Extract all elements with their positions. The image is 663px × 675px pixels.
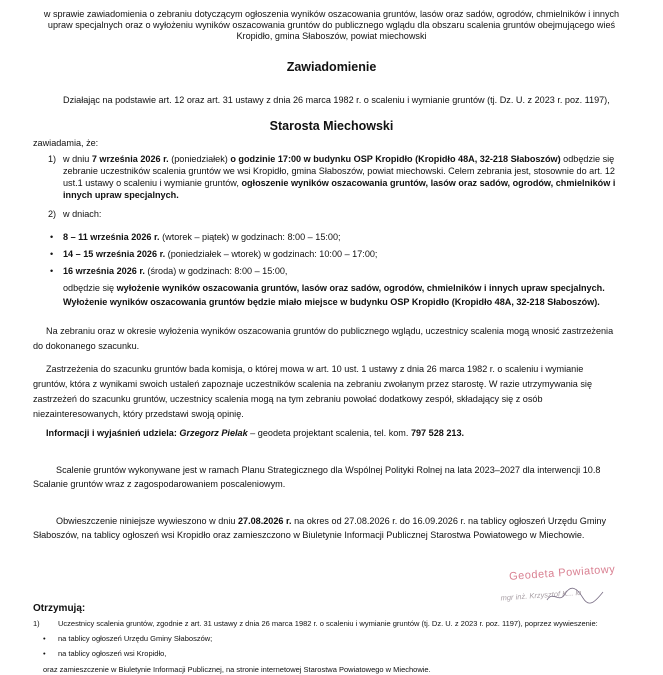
header-line-1: w sprawie zawiadomienia o zebraniu dotyczącym ogłoszenia wyników oszacowania gruntów, lasów oraz sadów, ogrodów, chmielników i innych <box>43 9 620 19</box>
signature-scribble <box>545 586 605 606</box>
document-title: Zawiadomienie <box>286 60 377 74</box>
recipients-bip: oraz zamieszczenie w Biuletynie Informacji Publicznej, na stronie internetowej Starostwa Powiatowego w Miechowie. <box>43 665 431 674</box>
stamp-name: mgr inż. Krzysztof K... lo <box>500 587 582 603</box>
contact-info <box>46 428 464 439</box>
contact-info-label: Informacji i wyjaśnień udziela: <box>46 428 180 438</box>
recipients-board-gmina: na tablicy ogłoszeń Urzędu Gminy Słaboszów; <box>58 634 213 643</box>
objections-line-1: Na zebraniu oraz w okresie wyłożenia wyników oszacowania gruntów do publicznego wglądu, uczestnicy scalenia mogą wnosić zastrzeżenia <box>46 326 614 336</box>
recipients-item-1: Uczestnicy scalenia gruntów, zgodnie z art. 31 ustawy z dnia 26 marca 1982 r. o scaleniu i wymianie gruntów (tj. Dz. U. z 2023 r. poz. 1197), poprzez wywieszenie: <box>58 619 598 628</box>
item-1-text-a: w dniu <box>63 154 92 164</box>
legal-basis: Działając na podstawie art. 12 oraz art. 31 ustawy z dnia 26 marca 1982 r. o scaleniu i wymianie gruntów (tj. Dz. U. z 2023 r. poz. 1197), <box>63 95 610 105</box>
commission-line-3: zastrzeżeń do szacunku gruntów, uczestnicy scalenia mogą na tym zebraniu powołać dodatkowy zespół, składający się z osób <box>33 394 543 404</box>
objections-line-2: do dokonanego szacunku. <box>33 341 140 351</box>
header-line-2: upraw specjalnych oraz o wyłożeniu wyników oszacowania gruntów do publicznego wglądu dla obszaru scalenia gruntów obejmującego wieś <box>47 20 616 30</box>
commission-line-1: Zastrzeżenia do szacunku gruntów bada komisja, o której mowa w art. 10 ust. 1 ustawy z dnia 26 marca 1982 r. o scaleniu i wymianie <box>46 364 584 374</box>
recipients-bullet-2: • <box>43 649 46 658</box>
display-text-b: wyłożenie wyników oszacowania gruntów, lasów oraz sadów, ogrodów, chmielników i innych upraw specjalnych. <box>116 283 605 293</box>
date-range-3 <box>63 266 287 277</box>
recipients-item-number: 1) <box>33 619 40 628</box>
notifies-text: zawiadamia, że: <box>33 138 99 148</box>
item-2-label: w dniach: <box>63 209 102 219</box>
contact-person: Grzegorz Pielak <box>179 428 248 438</box>
bullet-2: • <box>50 249 54 259</box>
recipients-bullet-1: • <box>43 634 46 643</box>
item-1-line-4: innych upraw specjalnych. <box>63 190 179 200</box>
item-2-number: 2) <box>48 209 57 219</box>
bullet-1: • <box>50 232 54 242</box>
date-range-3-hours: (środa) w godzinach: 8:00 – 15:00, <box>144 266 288 276</box>
recipients-title: Otrzymują: <box>33 603 86 614</box>
contact-phone: 797 528 213. <box>410 428 465 438</box>
item-1-line-1 <box>63 154 614 165</box>
date-range-1 <box>63 232 341 243</box>
item-1-text-e: odbędzie się <box>560 154 615 164</box>
date-range-2 <box>63 249 377 260</box>
date-range-3-dates: 16 września 2026 r. <box>63 266 145 276</box>
display-announcement <box>63 283 605 294</box>
item-1-line-3-a: ust.1 ustawy o scaleniu i wymianie gruntów, <box>63 178 242 188</box>
authority-name: Starosta Miechowski <box>269 119 394 133</box>
posting-text-c: na okres od 27.08.2026 r. do 16.09.2026 r. na tablicy ogłoszeń Urzędu Gminy <box>291 516 607 526</box>
item-1-date: 7 września 2026 r. <box>91 154 169 164</box>
header-line-3: Kropidło, gmina Słaboszów, powiat miechowski <box>236 31 427 41</box>
date-range-1-hours: (wtorek – piątek) w godzinach: 8:00 – 15:00; <box>159 232 341 242</box>
item-1-line-3-b: ogłoszenie wyników oszacowania gruntów, lasów oraz sadów, ogrodów, chmielników i <box>241 178 616 188</box>
posting-text-a: Obwieszczenie niniejsze wywieszono w dniu <box>56 516 238 526</box>
item-1-line-3 <box>63 178 615 189</box>
display-place: Wyłożenie wyników oszacowania gruntów będzie miało miejsce w budynku OSP Kropidło (Kropidło 48A, 32-218 Słaboszów). <box>63 297 600 307</box>
display-text-a: odbędzie się <box>63 283 117 293</box>
posting-line-1 <box>56 516 606 527</box>
date-range-2-hours: (poniedziałek – wtorek) w godzinach: 10:00 – 17:00; <box>165 249 378 259</box>
program-line-1: Scalenie gruntów wykonywane jest w ramach Planu Strategicznego dla Wspólnej Polityki Rolnej na lata 2023–2027 dla interwencji 10.8 <box>56 465 601 475</box>
item-1-time-place: o godzinie 17:00 w budynku OSP Kropidło (Kropidło 48A, 32-218 Słaboszów) <box>230 154 561 164</box>
item-1-line-2: zebranie uczestników scalenia gruntów we wsi Kropidło, gmina Słaboszów, powiat miechowski. Celem zebrania jest, stosownie do art. 12 <box>63 166 615 176</box>
item-1-number: 1) <box>48 154 57 164</box>
commission-line-2: gruntów, która z wynikami swoich ustaleń zapoznaje uczestników scalenia na zebraniu zwołanym przez starostę. W razie utrzymywania się <box>33 379 593 389</box>
date-range-2-dates: 14 – 15 września 2026 r. <box>63 249 166 259</box>
posting-date: 27.08.2026 r. <box>237 516 292 526</box>
date-range-1-dates: 8 – 11 września 2026 r. <box>63 232 160 242</box>
stamp-title: Geodeta Powiatowy <box>508 563 616 583</box>
program-line-2: Scalanie gruntów wraz z zagospodarowaniem poscaleniowym. <box>33 479 286 489</box>
bullet-3: • <box>50 266 54 276</box>
item-1-text-c: (poniedziałek) <box>168 154 231 164</box>
recipients-board-village: na tablicy ogłoszeń wsi Kropidło, <box>58 649 167 658</box>
commission-line-4: niezainteresowanych, który przedstawi swoją opinię. <box>33 409 244 419</box>
contact-role: – geodeta projektant scalenia, tel. kom. <box>247 428 411 438</box>
posting-line-2: Słaboszów, na tablicy ogłoszeń wsi Kropidło oraz zamieszczono w Biuletynie Informacji Publicznej Starostwa Powiatowego w Miechowie. <box>33 530 585 540</box>
